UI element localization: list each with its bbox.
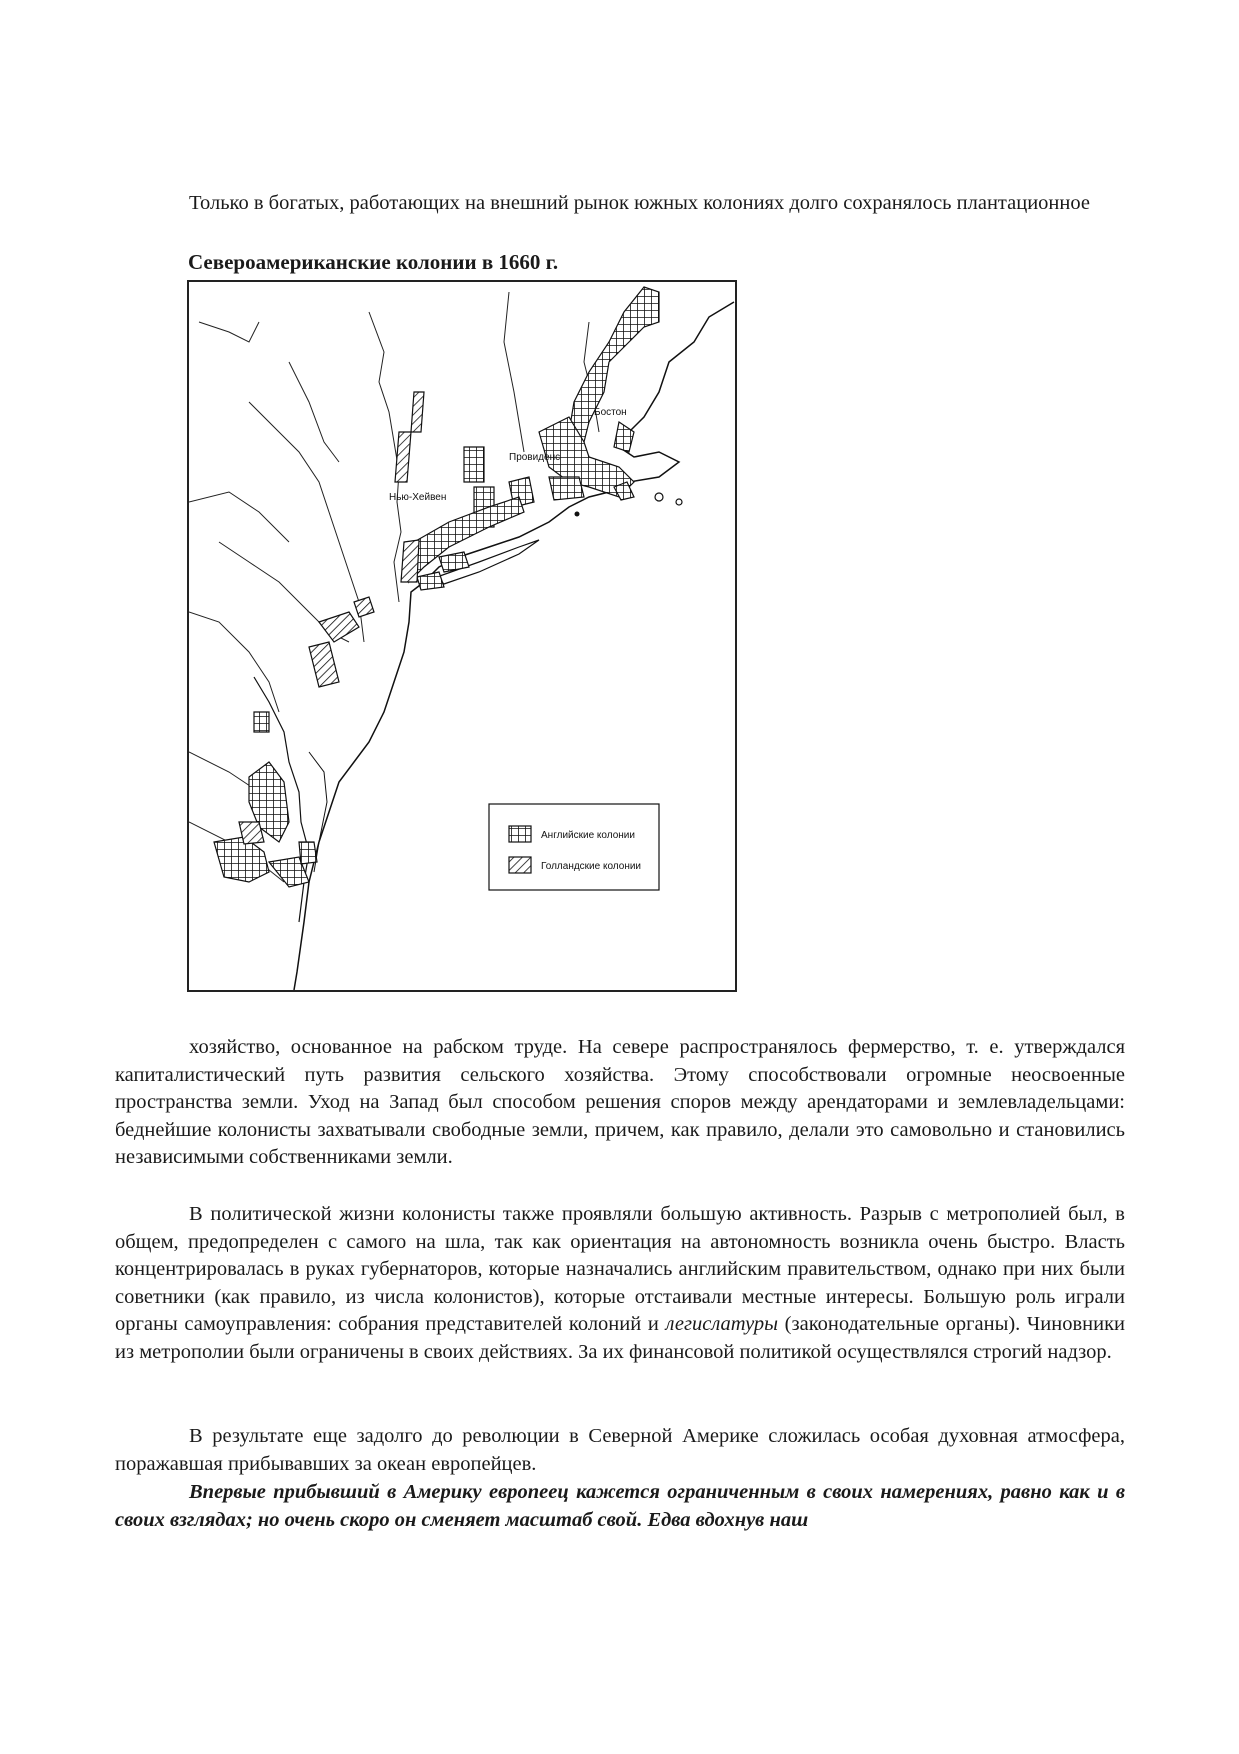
- politics-text-end: (законодательные органы). Чиновники из метрополии были ограничены в своих действиях. За их финансовой политикой осуществлялся строгий надзор.: [115, 1313, 1126, 1363]
- legend-english-label: Английские колонии: [541, 830, 635, 841]
- politics-text-start: В политической жизни колонисты также проявляли большую активность. Разрыв с метрополией был, в общем, предопределен с самого на шла, так как ориентация на автономность возникла очень быстро. Власть концентрировалась в руках губернаторов, которые назначались английским правительством, однако при них были советники (как правило, из числа колонистов), которые отстаивали местные интересы. Большую роль играли органы самоуправления: собрания представителей колоний и: [115, 1203, 1125, 1336]
- english-colony-areas: [214, 287, 659, 887]
- map-legend: [489, 804, 659, 890]
- paragraph-quote: Впервые прибывший в Америку европеец кажется ограниченным в своих намерениях, равно как и в своих взглядах; но очень скоро он сменяет масштаб свой. Едва вдохнув наш: [115, 1481, 1125, 1531]
- legend-dutch-label: Голландские колонии: [541, 861, 642, 872]
- legend-english-swatch: [509, 826, 531, 842]
- paragraph-politics: [115, 1201, 1125, 1367]
- colonies-map: [187, 280, 737, 992]
- label-providence: Провиденс: [509, 452, 561, 463]
- map-title: Североамериканские колонии в 1660 г.: [188, 250, 559, 274]
- legend-dutch-swatch: [509, 857, 531, 873]
- label-boston: Бостон: [594, 407, 627, 418]
- politics-legislatures-term: легислатуры: [665, 1313, 779, 1336]
- label-new-haven: Нью-Хейвен: [389, 492, 447, 503]
- paragraph-atmosphere: В результате еще задолго до революции в Северной Америке сложилась особая духовная атмосфера, поражавшая прибывавших за океан европейцев.: [115, 1425, 1125, 1475]
- paragraph-farming: хозяйство, основанное на рабском труде. На севере распространялось фермерство, т. е. утверждался капиталистический путь развития сельского хозяйства. Этому способствовали огромные неосвоенные пространства земли. Уход на Запад был способом решения споров между арендаторами и землевладельцами: беднейшие колонисты захватывали свободные земли, причем, как правило, делали это самовольно и становились независимыми собственниками земли.: [115, 1036, 1125, 1169]
- paragraph-intro: Только в богатых, работающих на внешний рынок южных колониях долго сохранялось плантационное: [189, 192, 1090, 214]
